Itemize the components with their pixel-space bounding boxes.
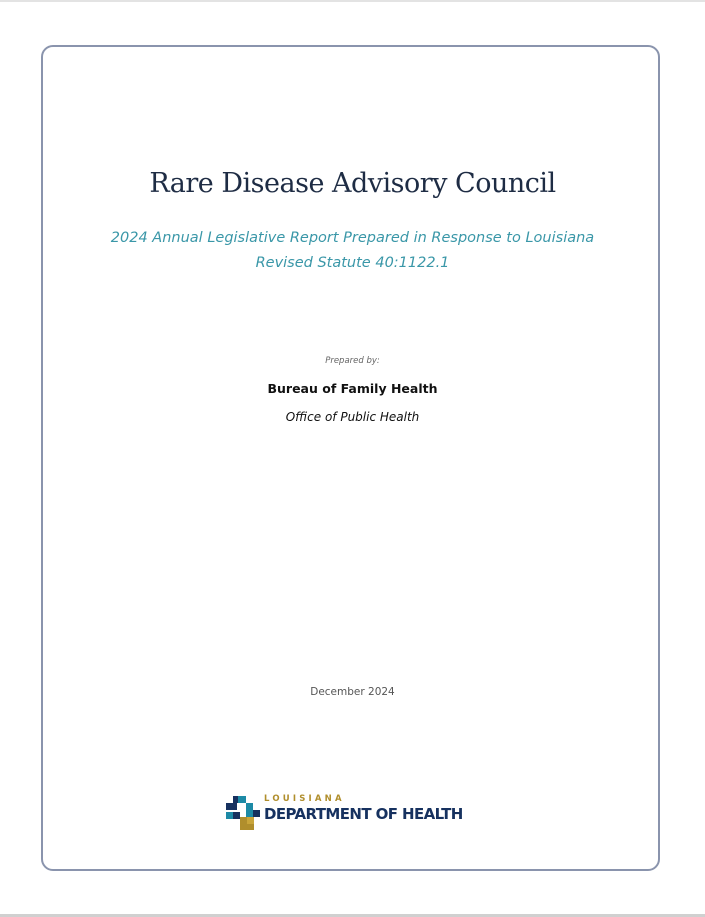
subtitle-line-1: 2024 Annual Legislative Report Prepared in Response to Louisiana [110, 230, 595, 246]
logo-state-text: LOUISIANA [264, 794, 345, 804]
bureau-name: Bureau of Family Health [267, 381, 438, 396]
report-date: December 2024 [310, 686, 395, 698]
logo-department-text: DEPARTMENT OF HEALTH [264, 805, 463, 823]
ldh-cross-logo-icon [224, 794, 260, 830]
top-divider [0, 0, 705, 2]
ldh-logo [224, 794, 486, 834]
subtitle-line-2: Revised Statute 40:1122.1 [255, 255, 450, 271]
report-subtitle [100, 226, 605, 276]
office-name: Office of Public Health [285, 410, 420, 424]
prepared-by-label: Prepared by: [325, 356, 380, 366]
report-title: Rare Disease Advisory Council [149, 168, 556, 199]
